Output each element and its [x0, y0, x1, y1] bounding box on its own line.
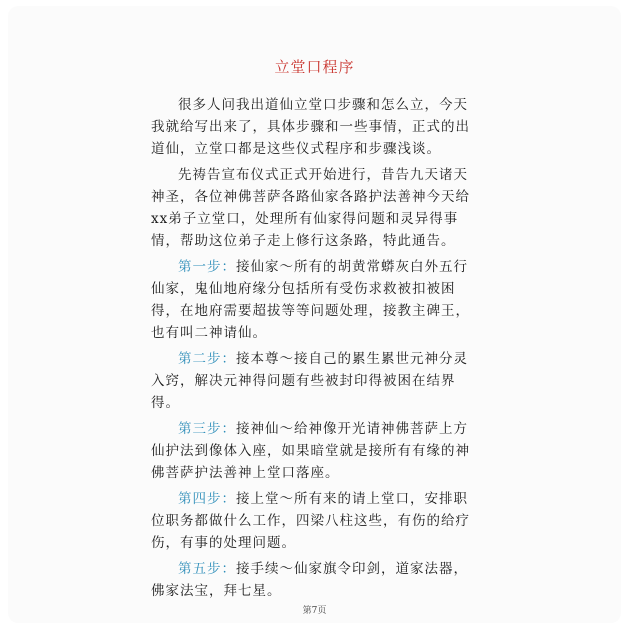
paragraph-text: 接本尊～接自己的累生累世元神分灵入窍，解决元神得问题有些被封印得被困在结界得。 [151, 351, 468, 411]
paragraph-text: 接仙家～所有的胡黄常蟒灰白外五行仙家，鬼仙地府缘分包括所有受伤求救被扣被困得，在地府需要超拔等等问题处理，接教主碑王，也有叫二神请仙。 [151, 259, 470, 341]
paragraph-text: 接神仙～给神像开光请神佛菩萨上方仙护法到像体入座，如果暗堂就是接所有有缘的神佛菩萨护法善神上堂口落座。 [151, 421, 470, 481]
paragraph-step-3 [151, 418, 478, 484]
paragraph-intro [151, 94, 478, 160]
step-label: 第二步： [178, 351, 236, 367]
paragraph-step-5 [151, 558, 478, 602]
paragraph-announcement [151, 164, 478, 252]
paragraph-text: 接上堂～所有来的请上堂口，安排职位职务都做什么工作，四梁八柱这些，有伤的给疗伤，有事的处理问题。 [151, 491, 470, 551]
paragraph-step-1 [151, 256, 478, 344]
step-label: 第五步： [178, 561, 236, 577]
document-title: 立堂口程序 [274, 58, 355, 76]
step-label: 第一步： [178, 259, 236, 275]
paragraph-text: 先祷告宣布仪式正式开始进行，昔告九天诸天神圣，各位神佛菩萨各路仙家各路护法善神今天给xx弟子立堂口，处理所有仙家得问题和灵异得事情，帮助这位弟子走上修行这条路，特此通告。 [151, 167, 470, 249]
paragraph-text: 接手续～仙家旗令印剑，道家法器，佛家法宝，拜七星。 [151, 561, 468, 599]
paragraph-step-2 [151, 348, 478, 414]
step-label: 第四步： [178, 491, 236, 507]
document-page [8, 6, 621, 623]
page-number: 第7页 [302, 606, 327, 616]
step-label: 第三步： [178, 421, 236, 437]
paragraph-text: 很多人问我出道仙立堂口步骤和怎么立，今天我就给写出来了，具体步骤和一些事情，正式的出道仙，立堂口都是这些仪式程序和步骤浅谈。 [151, 97, 470, 157]
paragraph-step-4 [151, 488, 478, 554]
document-body [151, 94, 478, 606]
